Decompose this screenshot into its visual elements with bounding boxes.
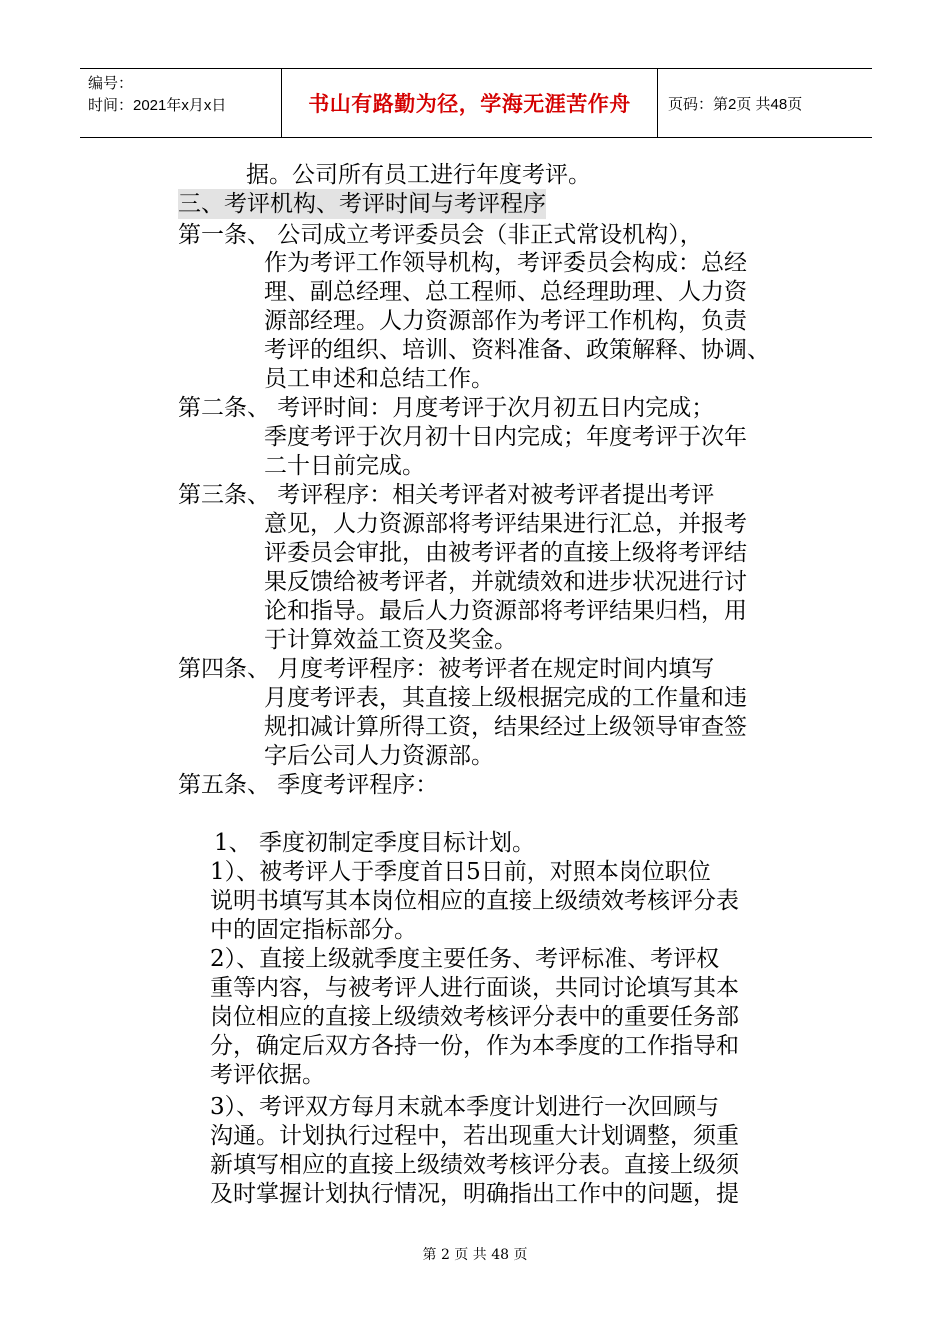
body-line: 论和指导。最后人力资源部将考评结果归档，用 [264,598,747,624]
body-line: 作为考评工作领导机构，考评委员会构成：总经 [264,250,747,276]
section-heading: 三、考评机构、考评时间与考评程序 [178,191,546,217]
header-motto-cell [282,69,658,137]
body-line: 字后公司人力资源部。 [264,743,494,769]
header-time-label: 时间：2021年x月x日 [88,97,227,114]
body-line: 意见，人力资源部将考评结果进行汇总，并报考 [264,511,747,537]
body-line: 岗位相应的直接上级绩效考核评分表中的重要任务部 [210,1004,739,1030]
header-page-info: 页码：第2页 共48页 [668,95,803,113]
body-line: 理、副总经理、总工程师、总经理助理、人力资 [264,279,747,305]
body-line: 月度考评表，其直接上级根据完成的工作量和违 [264,685,747,711]
body-line: 考评依据。 [210,1062,325,1088]
body-line: 说明书填写其本岗位相应的直接上级绩效考核评分表 [210,888,739,914]
article-line: 第五条、 季度考评程序： [178,772,439,798]
body-line: 季度考评于次月初十日内完成；年度考评于次年 [264,424,747,450]
header-number-label: 编号： [88,75,134,92]
page-footer: 第 2 页 共 48 页 [422,1247,528,1263]
body-line: 果反馈给被考评者，并就绩效和进步状况进行讨 [264,569,747,595]
header-meta [80,69,282,137]
body-line: 中的固定指标部分。 [210,917,417,943]
body-line: 1）、被考评人于季度首日5日前，对照本岗位职位 [210,859,711,885]
article-line: 第四条、 月度考评程序：被考评者在规定时间内填写 [178,656,715,682]
body-line: 员工申述和总结工作。 [264,366,494,392]
body-line: 重等内容，与被考评人进行面谈，共同讨论填写其本 [210,975,739,1001]
body-line: 二十日前完成。 [264,453,425,479]
article-line: 第三条、 考评程序：相关考评者对被考评者提出考评 [178,482,715,508]
body-line: 3）、考评双方每月末就本季度计划进行一次回顾与 [210,1094,720,1120]
body-line: 源部经理。人力资源部作为考评工作机构，负责 [264,308,747,334]
body-line: 考评的组织、培训、资料准备、政策解释、协调、 [264,337,770,363]
body-line: 新填写相应的直接上级绩效考核评分表。直接上级须 [210,1152,739,1178]
article-line: 第二条、 考评时间：月度考评于次月初五日内完成； [178,395,715,421]
page-header [80,68,872,138]
body-line: 据。公司所有员工进行年度考评。 [246,162,591,188]
body-line: 规扣减计算所得工资，结果经过上级领导审查签 [264,714,747,740]
body-line: 评委员会审批，由被考评者的直接上级将考评结 [264,540,747,566]
list-item: 1、 季度初制定季度目标计划。 [214,830,535,856]
body-line: 2）、直接上级就季度主要任务、考评标准、考评权 [210,946,720,972]
body-line: 于计算效益工资及奖金。 [264,627,517,653]
body-line: 及时掌握计划执行情况，明确指出工作中的问题，提 [210,1181,739,1207]
body-line: 沟通。计划执行过程中，若出现重大计划调整，须重 [210,1123,739,1149]
article-line: 第一条、 公司成立考评委员会（非正式常设机构）， [178,222,703,248]
body-line: 分，确定后双方各持一份，作为本季度的工作指导和 [210,1033,739,1059]
header-motto: 书山有路勤为径，学海无涯苦作舟 [308,92,631,116]
